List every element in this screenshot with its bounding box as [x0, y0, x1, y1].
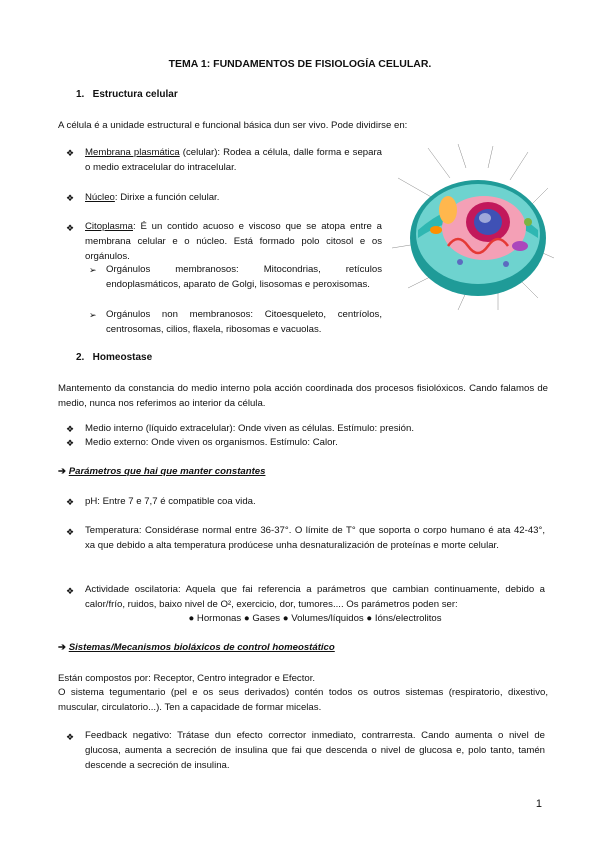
term-nucleo: Núcleo	[85, 192, 115, 203]
dot-icon: ●	[243, 613, 250, 624]
term-citoplasma: Citoplasma	[85, 221, 133, 232]
sistemas-heading-row	[58, 642, 335, 653]
item-membrana	[85, 145, 382, 175]
sistemas-line2: O sistema tegumentario (pel e os seus derivados) contén todos os outros sistemas (respiratorio, dixestivo, muscular, circulatorio...). Ten a capacidade de formar micelas.	[58, 687, 548, 713]
subitem-non-membranosos: Orgánulos non membranosos: Citoesqueleto, centríolos, centrosomas, cilios, flaxela, ribosomas e vacuolas.	[106, 309, 382, 335]
section1-intro: A célula é a unidade estructural e funcional básica dun ser vivo. Pode dividirse en:	[58, 120, 408, 131]
dot-icon: ●	[366, 613, 373, 624]
bullet-icon: ❖	[66, 527, 75, 537]
bullet-icon: ❖	[66, 424, 75, 434]
sistemas-line1: Están compostos por: Receptor, Centro integrador e Efector.	[58, 673, 316, 684]
item-actividade-oscilatoria: Actividade oscilatoria: Aquela que fai referencia a parámetros que cambian continuamente, debido a calor/frío, ruidos, baixo nivel de O², exercicio, dor, tumores.... Os parámetros poden ser:	[85, 584, 545, 610]
section-heading-estructura: 1. Estructura celular	[76, 89, 178, 100]
arrow-icon: ➔	[58, 466, 67, 477]
item-membrana-text: (celular): Rodea a célula, dalle forma e separa o medio extracelular do intracelular.	[85, 147, 382, 173]
page-title: TEMA 1: FUNDAMENTOS DE FISIOLOGÍA CELULAR.	[168, 58, 432, 70]
item-medio-interno: Medio interno (líquido extracelular): Onde viven as células. Estímulo: presión.	[85, 423, 415, 434]
item-nucleo-text: : Dirixe a función celular.	[114, 192, 220, 203]
bullet-icon: ❖	[66, 497, 75, 507]
item-citoplasma	[85, 219, 382, 264]
bullet-icon: ❖	[66, 438, 75, 448]
section-heading-homeostase: 2. Homeostase	[76, 352, 153, 363]
bullet-icon: ❖	[66, 732, 75, 742]
item-medio-externo: Medio externo: Onde viven os organismos. Estímulo: Calor.	[85, 437, 338, 448]
bullet-icon: ❖	[66, 223, 75, 233]
dot-icon: ●	[188, 613, 195, 624]
dot-icon: ●	[282, 613, 289, 624]
arrow-icon: ➔	[58, 642, 67, 653]
sistemas-heading: Sistemas/Mecanismos bioláxicos de control homeostático	[68, 642, 335, 653]
term-membrana: Membrana plasmática	[85, 147, 180, 158]
subitem-membranosos: Orgánulos membranosos: Mitocondrias, retículos endoplasmáticos, aparato de Golgi, lisosomas e peroxisomas.	[106, 264, 382, 290]
section2-intro: Mantemento da constancia do medio interno pola acción coordinada dos procesos fisiolóxicos. Cando falamos de medio, nunca nos referimos ao interior da célula.	[58, 383, 548, 409]
parametros-heading-row	[58, 466, 265, 477]
animal-cell-illustration	[388, 138, 558, 318]
item-feedback-negativo: Feedback negativo: Trátase dun efecto corrector inmediato, contrarresta. Cando aumenta o nivel de glucosa, aumenta a secreción de insulina que fai que descenda o nivel de glucosa e, polo tanto, tamén descende a secreción de insulina.	[85, 730, 545, 771]
bullet-icon: ❖	[66, 586, 75, 596]
list-item: Ións/electrolitos	[374, 613, 442, 624]
item-nucleo	[85, 190, 382, 205]
bullet-icon: ❖	[66, 148, 75, 158]
parametros-heading: Parámetros que hai que manter constantes	[68, 466, 266, 477]
page-number: 1	[535, 798, 542, 810]
parametros-inline-list	[85, 611, 545, 626]
sub-bullet-icon: ➢	[89, 310, 97, 320]
list-item: Volumes/líquidos	[291, 613, 364, 624]
bullet-icon: ❖	[66, 193, 75, 203]
list-item: Gases	[252, 613, 281, 624]
item-ph: pH: Entre 7 e 7,7 é compatible coa vida.	[85, 496, 256, 507]
sub-bullet-icon: ➢	[89, 265, 97, 275]
item-temperatura: Temperatura: Considérase normal entre 36-37°. O límite de T° que soporta o corpo humano é ata 42-43°, xa que debido a alta temperatura prodúcese unha desnaturalización de proteínas e morte celular.	[85, 525, 545, 551]
list-item: Hormonas	[196, 613, 242, 624]
item-citoplasma-text: : É un contido acuoso e viscoso que se atopa entre a membrana celular e o núcleo. Está formado polo citosol e os orgánulos.	[85, 221, 382, 262]
